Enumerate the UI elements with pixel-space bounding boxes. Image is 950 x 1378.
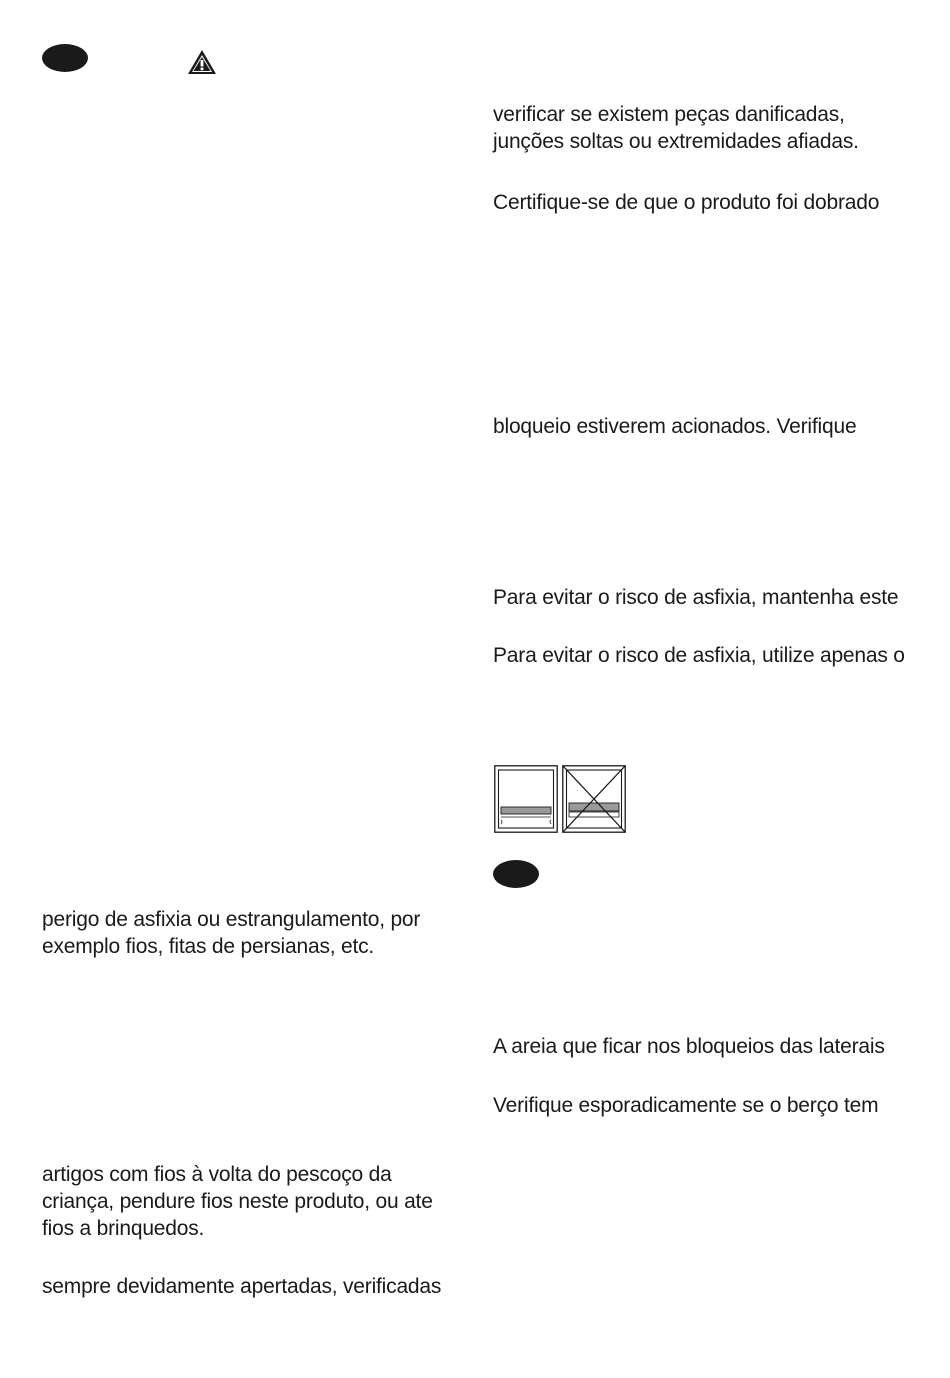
text-line: verificar se existem peças danificadas,	[493, 103, 845, 126]
left-text-block-1	[42, 906, 420, 960]
text-line: perigo de asfixia ou estrangulamento, por	[42, 908, 421, 931]
crib-correct-icon	[494, 765, 558, 833]
right-text-block-4	[493, 584, 898, 611]
text-line: bloqueio estiverem acionados. Verifique	[493, 415, 857, 438]
right-text-block-2	[493, 189, 879, 216]
text-line: criança, pendure fios neste produto, ou ate	[42, 1190, 433, 1213]
right-text-block-3	[493, 413, 856, 440]
left-text-block-2	[42, 1161, 433, 1242]
warning-triangle-icon	[187, 49, 217, 75]
text-line: Verifique esporadicamente se o berço tem	[493, 1094, 879, 1117]
text-line: artigos com fios à volta do pescoço da	[42, 1163, 392, 1186]
text-line: A areia que ficar nos bloqueios das laterais	[493, 1035, 885, 1058]
language-badge-top	[42, 44, 88, 72]
right-text-block-1	[493, 101, 859, 155]
text-line: Para evitar o risco de asfixia, mantenha este	[493, 586, 899, 609]
language-badge-middle	[493, 860, 539, 888]
right-text-block-7	[493, 1092, 878, 1119]
left-text-block-3	[42, 1273, 441, 1300]
crib-incorrect-icon	[562, 765, 626, 833]
text-line: Para evitar o risco de asfixia, utilize apenas o	[493, 644, 905, 667]
text-line: fios a brinquedos.	[42, 1217, 205, 1240]
right-text-block-6	[493, 1033, 885, 1060]
text-line: Certifique-se de que o produto foi dobrado	[493, 191, 880, 214]
text-line: sempre devidamente apertadas, verificadas	[42, 1275, 442, 1298]
right-text-block-5	[493, 642, 905, 669]
text-line: exemplo fios, fitas de persianas, etc.	[42, 935, 375, 958]
text-line: junções soltas ou extremidades afiadas.	[493, 130, 859, 153]
